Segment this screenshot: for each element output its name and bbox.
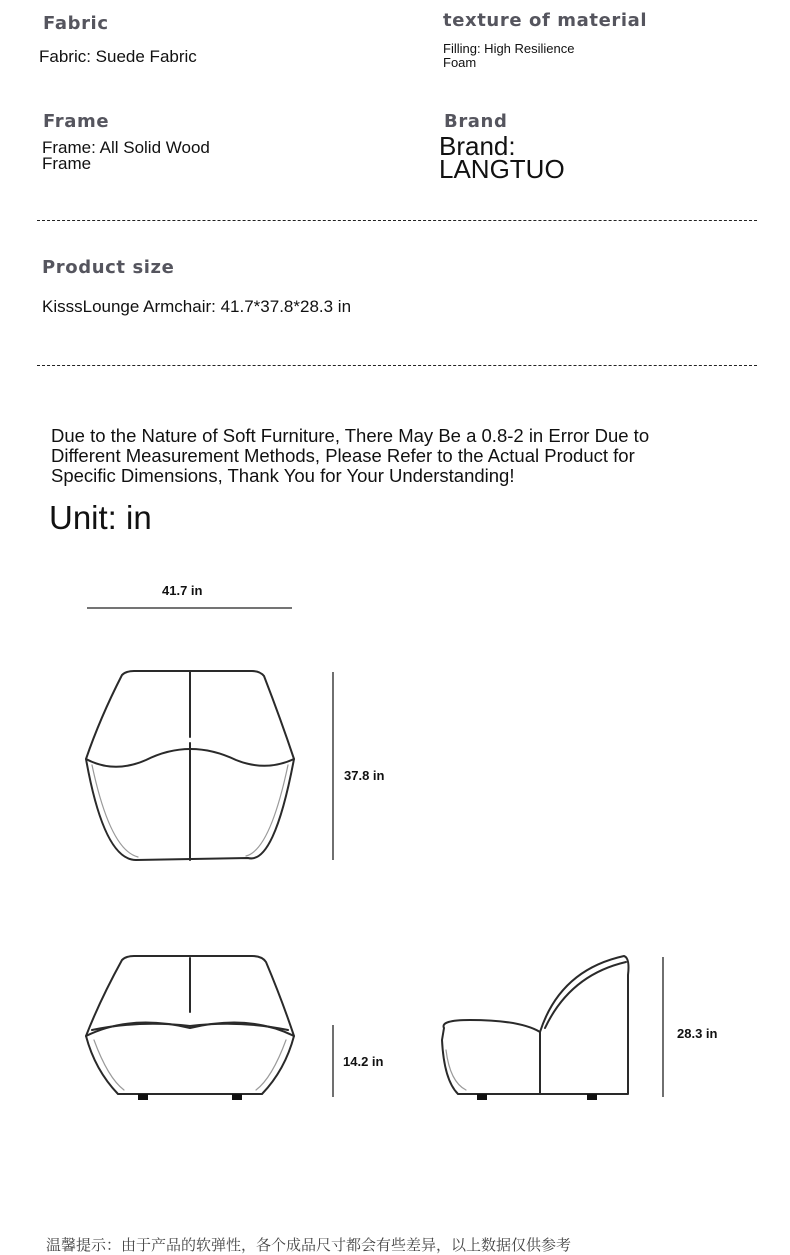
product-size-header: Product size <box>42 257 175 278</box>
texture-header: texture of material <box>443 10 648 31</box>
width-label: 41.7 in <box>162 583 203 598</box>
unit-label: Unit: in <box>49 499 152 536</box>
height-label: 28.3 in <box>677 1026 718 1041</box>
texture-value-line1: Filling: High Resilience <box>443 41 575 56</box>
chair-front-view <box>86 956 294 1100</box>
fabric-value: Fabric: Suede Fabric <box>39 47 197 66</box>
frame-value-line2: Frame <box>42 154 92 173</box>
footer-note: 温馨提示：由于产品的软弹性，各个成品尺寸都会有些差异，以上数据仅供参考 <box>46 1236 572 1254</box>
frame-header: Frame <box>43 111 110 132</box>
seat-height-label: 14.2 in <box>343 1054 384 1069</box>
product-size-value: KisssLounge Armchair: 41.7*37.8*28.3 in <box>42 297 352 316</box>
frame-value-line1: Frame: All Solid Wood <box>42 138 210 157</box>
chair-side-view <box>442 956 629 1100</box>
notice-line2: Different Measurement Methods, Please Refer to the Actual Product for <box>51 445 635 466</box>
fabric-header: Fabric <box>43 13 109 34</box>
brand-header: Brand <box>444 111 508 132</box>
depth-label: 37.8 in <box>344 768 385 783</box>
chair-top-view <box>86 671 294 860</box>
notice-line3: Specific Dimensions, Thank You for Your Understanding! <box>51 465 515 486</box>
brand-value-line1: Brand: <box>439 131 516 161</box>
brand-value-line2: LANGTUO <box>439 154 565 184</box>
notice-line1: Due to the Nature of Soft Furniture, There May Be a 0.8-2 in Error Due to <box>51 425 650 446</box>
texture-value-line2: Foam <box>443 55 477 70</box>
